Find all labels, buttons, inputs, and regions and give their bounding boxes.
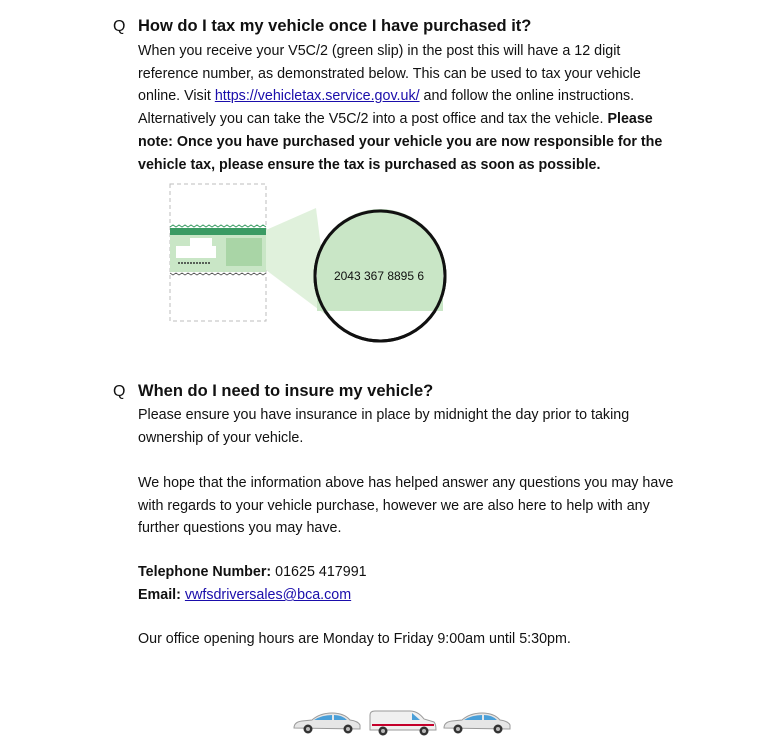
reference-number: 2043 367 8895 6 [333, 269, 425, 283]
car-icon [294, 713, 360, 734]
answer-line [138, 108, 703, 131]
van-icon [370, 711, 436, 736]
magnified-slip [317, 209, 443, 311]
closing-paragraph [138, 472, 703, 540]
answer-text: and follow the online instructions. [419, 88, 635, 105]
answer-line [138, 85, 703, 108]
footer-vehicles [290, 706, 515, 740]
answer-line: Please ensure you have insurance in place by midnight the day prior to taking [138, 407, 630, 423]
closing-line: with regards to your vehicle purchase, however we are also here to help with any [138, 497, 650, 514]
question-marker: Q [113, 383, 126, 400]
closing-line: We hope that the information above has helped answer any questions you may have [138, 475, 674, 491]
opening-hours: Our office opening hours are Monday to Friday 9:00am until 5:30pm. [138, 631, 571, 647]
answer-paragraph [138, 40, 703, 176]
answer-line: reference number, as demonstrated below. This can be used to tax your vehicle [138, 65, 641, 82]
telephone-line [138, 564, 367, 580]
answer-text: online. Visit [138, 88, 215, 105]
email-line [138, 587, 351, 603]
answer-line: ownership of your vehicle. [138, 429, 304, 446]
notice-text: Please [607, 111, 653, 128]
green-slip [170, 225, 266, 275]
question-title: How do I tax my vehicle once I have purchased it? [138, 17, 532, 35]
question-marker: Q [113, 18, 126, 35]
closing-line: further questions you may have. [138, 520, 342, 537]
notice-line: vehicle tax, please ensure the tax is purchased as soon as possible. [138, 156, 601, 173]
v5c2-slip-figure [160, 178, 460, 350]
telephone-number: 01625 417991 [271, 564, 367, 580]
answer-paragraph [138, 404, 703, 449]
car-icon [444, 713, 510, 734]
email-label: Email: [138, 587, 181, 603]
telephone-label: Telephone Number: [138, 564, 272, 580]
email-link[interactable]: vwfsdriversales@bca.com [184, 587, 352, 603]
answer-text: Alternatively you can take the V5C/2 into a post office and tax the vehicle. [138, 111, 608, 128]
answer-line: When you receive your V5C/2 (green slip) in the post this will have a 12 digit [138, 43, 621, 59]
notice-line: note: Once you have purchased your vehicle you are now responsible for the [138, 133, 663, 150]
question-title: When do I need to insure my vehicle? [138, 382, 434, 400]
vehicle-tax-link[interactable]: https://vehicletax.service.gov.uk/ [214, 88, 420, 105]
